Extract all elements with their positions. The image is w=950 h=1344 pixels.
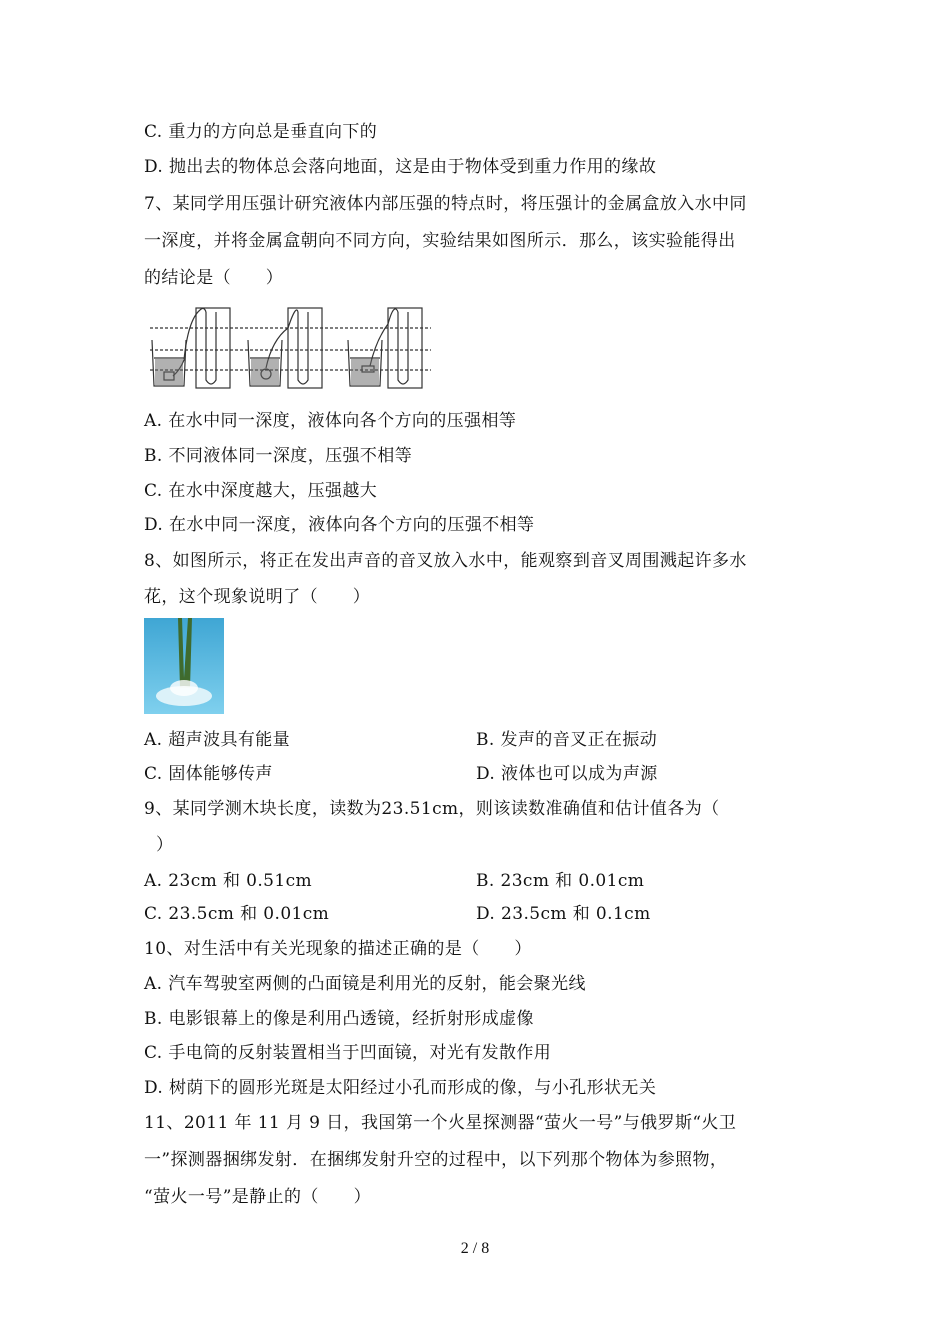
question-7-line-2: 一深度，并将金属盒朝向不同方向，实验结果如图所示．那么，该实验能得出 xyxy=(144,231,736,251)
option-9b: B. 23cm 和 0.01cm xyxy=(476,871,645,891)
question-11-line-3: “萤火一号”是静止的（ ） xyxy=(144,1187,371,1207)
option-8b: B. 发声的音叉正在振动 xyxy=(476,730,658,750)
question-9-line-2: ） xyxy=(156,835,174,855)
question-8-line-1: 8、如图所示，将正在发出声音的音叉放入水中，能观察到音叉周围溅起许多水 xyxy=(144,551,747,571)
question-8-line-2: 花，这个现象说明了（ ） xyxy=(144,587,371,607)
option-10a: A. 汽车驾驶室两侧的凸面镜是利用光的反射，能会聚光线 xyxy=(144,974,586,994)
option-7b: B. 不同液体同一深度，压强不相等 xyxy=(144,446,413,466)
question-9-line-1: 9、某同学测木块长度，读数为23.51cm，则该读数准确值和估计值各为（ xyxy=(144,799,720,819)
option-8d: D. 液体也可以成为声源 xyxy=(476,764,658,784)
option-10d: D. 树荫下的圆形光斑是太阳经过小孔而形成的像，与小孔形状无关 xyxy=(144,1078,657,1098)
option-7a: A. 在水中同一深度，液体向各个方向的压强相等 xyxy=(144,411,517,431)
option-9d: D. 23.5cm 和 0.1cm xyxy=(476,904,651,924)
option-9c: C. 23.5cm 和 0.01cm xyxy=(144,904,330,924)
question-7-line-1: 7、某同学用压强计研究液体内部压强的特点时，将压强计的金属盒放入水中同 xyxy=(144,194,747,214)
question-10: 10、对生活中有关光现象的描述正确的是（ ） xyxy=(144,939,532,959)
option-6d: D. 抛出去的物体总会落向地面，这是由于物体受到重力作用的缘故 xyxy=(144,157,657,177)
option-7c: C. 在水中深度越大，压强越大 xyxy=(144,481,378,501)
tuning-fork-photo xyxy=(144,618,224,714)
option-8a: A. 超声波具有能量 xyxy=(144,730,291,750)
option-10b: B. 电影银幕上的像是利用凸透镜，经折射形成虚像 xyxy=(144,1009,534,1029)
option-7d: D. 在水中同一深度，液体向各个方向的压强不相等 xyxy=(144,515,535,535)
question-11-line-2: 一”探测器捆绑发射．在捆绑发射升空的过程中，以下列那个物体为参照物， xyxy=(144,1150,728,1170)
question-11-line-1: 11、2011 年 11 月 9 日，我国第一个火星探测器“萤火一号”与俄罗斯“火卫 xyxy=(144,1113,737,1133)
pressure-gauge-figure xyxy=(148,300,433,392)
page-number: 2 / 8 xyxy=(460,1240,490,1257)
question-7-line-3: 的结论是（ ） xyxy=(144,268,284,288)
option-10c: C. 手电筒的反射装置相当于凹面镜，对光有发散作用 xyxy=(144,1043,552,1063)
option-8c: C. 固体能够传声 xyxy=(144,764,273,784)
option-9a: A. 23cm 和 0.51cm xyxy=(144,871,313,891)
option-6c: C. 重力的方向总是垂直向下的 xyxy=(144,122,378,142)
